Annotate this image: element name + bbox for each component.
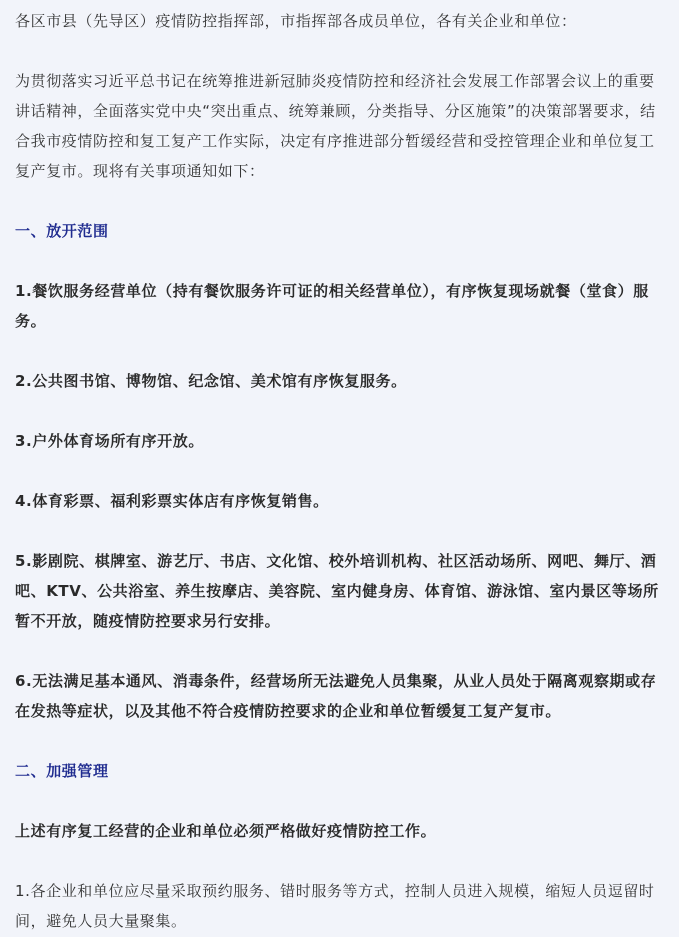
scope-item-6: 6.无法满足基本通风、消毒条件，经营场所无法避免人员集聚，从业人员处于隔离观察期或存在发热等症状，以及其他不符合疫情防控要求的企业和单位暂缓复工复产复市。 xyxy=(15,672,657,720)
intro-paragraph: 为贯彻落实习近平总书记在统筹推进新冠肺炎疫情防控和经济社会发展工作部署会议上的重要讲话精神，全面落实党中央“突出重点、统筹兼顾，分类指导、分区施策”的决策部署要求，结合我市疫情防控和复工复产工作实际，决定有序推进部分暂缓经营和受控管理企业和单位复工复产复市。现将有关事项通知如下： xyxy=(15,72,656,180)
scope-item-3: 3.户外体育场所有序开放。 xyxy=(15,432,204,450)
scope-item-2: 2.公共图书馆、博物馆、纪念馆、美术馆有序恢复服务。 xyxy=(15,372,407,390)
section-heading-management: 二、加强管理 xyxy=(15,762,109,780)
management-lead: 上述有序复工经营的企业和单位必须严格做好疫情防控工作。 xyxy=(15,822,437,840)
section-heading-scope: 一、放开范围 xyxy=(15,222,109,240)
management-item-1: 1.各企业和单位应尽量采取预约服务、错时服务等方式，控制人员进入规模，缩短人员逗留时间，避免人员大量聚集。 xyxy=(15,882,655,930)
scope-item-4: 4.体育彩票、福利彩票实体店有序恢复销售。 xyxy=(15,492,329,510)
scope-item-5: 5.影剧院、棋牌室、游艺厅、书店、文化馆、校外培训机构、社区活动场所、网吧、舞厅、酒吧、KTV、公共浴室、养生按摩店、美容院、室内健身房、体育馆、游泳馆、室内景区等场所暂不开放，随疫情防控要求另行安排。 xyxy=(15,552,659,630)
scope-item-1: 1.餐饮服务经营单位（持有餐饮服务许可证的相关经营单位），有序恢复现场就餐（堂食）服务。 xyxy=(15,282,649,330)
salutation: 各区市县（先导区）疫情防控指挥部，市指挥部各成员单位，各有关企业和单位： xyxy=(15,12,577,30)
